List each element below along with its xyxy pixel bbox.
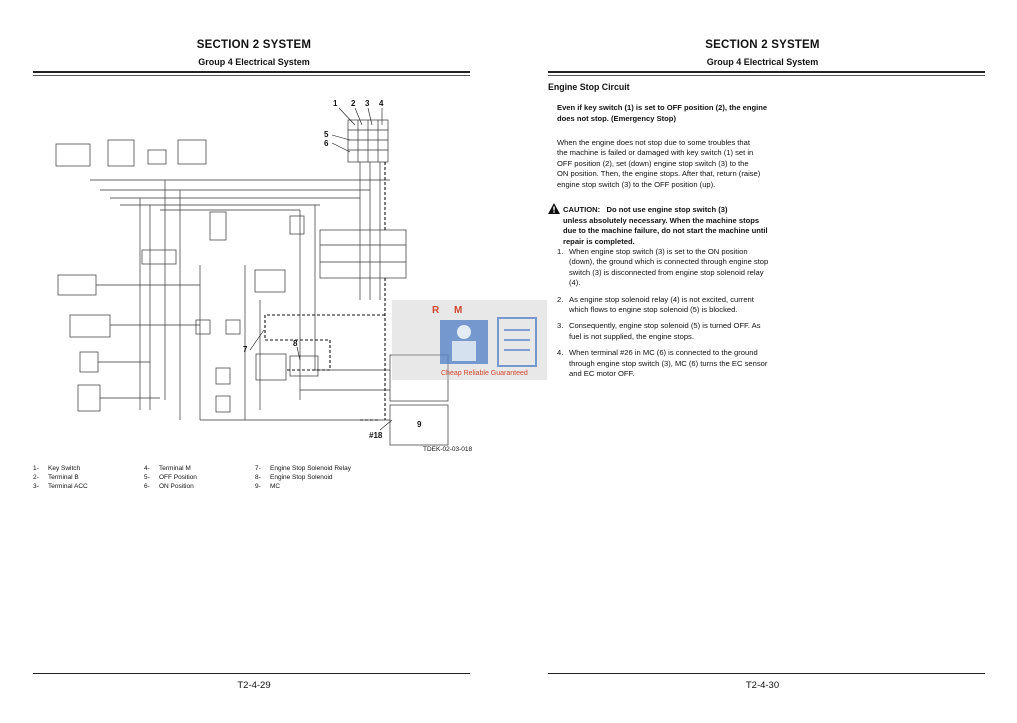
legend-item: 3- Terminal ACC xyxy=(33,483,88,490)
callout-terminal-18: #18 xyxy=(369,431,383,440)
page-header-title: SECTION 2 SYSTEM xyxy=(705,39,820,51)
list-item: 3. Consequently, engine stop solenoid (5) is turned OFF. As fuel is not supplied, the engine stops. xyxy=(557,321,761,341)
watermark-mechanic-icon xyxy=(440,316,540,368)
page-header-subtitle: Group 4 Electrical System xyxy=(198,57,310,67)
warning-icon xyxy=(548,203,560,214)
relay-block xyxy=(56,144,90,166)
footer-rule xyxy=(33,673,470,674)
legend-item: 6- ON Position xyxy=(144,483,194,490)
caution-note xyxy=(548,203,770,247)
legend-item: 9- MC xyxy=(255,483,281,490)
callout-9: 9 xyxy=(417,420,422,429)
caution-label: CAUTION: xyxy=(563,205,601,214)
section-title: Engine Stop Circuit xyxy=(548,82,630,92)
steps-list xyxy=(557,247,770,385)
body-paragraph: When the engine does not stop due to some troubles that the machine is failed or damaged with key switch (1) set in OFF position (2), set (down) engine stop switch (3) to the ON position. Then, the engine stops. After that, return (raise) engine stop switch (3) to the OFF position (up). xyxy=(557,138,761,189)
caution-text-rest: unless absolutely necessary. When the machine stops due to the machine failure, do not start the machine until repair is completed. xyxy=(563,215,768,246)
legend-item: 1- Key Switch xyxy=(33,465,81,472)
legend-item: 8- Engine Stop Solenoid xyxy=(255,474,333,481)
callout-7: 7 xyxy=(243,345,248,354)
figure-id: TDEK-02-03-018 xyxy=(423,446,473,453)
watermark-tagline: Cheap Reliable Guaranteed xyxy=(441,370,528,377)
list-item: 1. When engine stop switch (3) is set to the ON position (down), the ground which is connected through engine stop switch (3) is disconnected from engine stop solenoid relay (4). xyxy=(557,247,769,288)
page-number: T2-4-30 xyxy=(745,680,780,691)
page-header-title: SECTION 2 SYSTEM xyxy=(196,39,312,51)
connector-block xyxy=(320,230,406,278)
electrical-wiring-diagram xyxy=(0,0,508,460)
header-rule xyxy=(548,71,985,73)
list-item: 2. As engine stop solenoid relay (4) is not excited, current which flows to engine stop solenoid (5) is blocked. xyxy=(557,294,754,315)
legend-item: 5- OFF Position xyxy=(144,474,197,481)
callout-4: 4 xyxy=(379,99,384,108)
legend-column-1 xyxy=(33,464,88,491)
page-header-subtitle: Group 4 Electrical System xyxy=(706,57,819,67)
callout-1: 1 xyxy=(333,99,338,108)
engine-stop-circuit-path xyxy=(265,162,385,420)
legend-item: 4- Terminal M xyxy=(144,465,191,472)
callout-3: 3 xyxy=(365,99,370,108)
list-item: 4. When terminal #26 in MC (6) is connected to the ground through engine stop switch (3), MC (6) turns the EC sensor and EC motor OFF. xyxy=(557,348,768,379)
callout-2: 2 xyxy=(351,99,356,108)
legend-column-2 xyxy=(144,464,197,491)
footer-rule xyxy=(548,673,985,674)
callout-8: 8 xyxy=(293,339,298,348)
caution-text-first: Do not use engine stop switch (3) xyxy=(606,205,728,214)
watermark-logo: R M xyxy=(432,305,469,316)
lead-paragraph: Even if key switch (1) is set to OFF position (2), the engine does not stop. (Emergency Stop) xyxy=(557,103,768,123)
header-rule-thin xyxy=(548,75,985,76)
legend-item: 2- Terminal B xyxy=(33,474,79,481)
page-number: T2-4-29 xyxy=(237,680,271,691)
legend-column-3 xyxy=(255,464,351,491)
callout-5: 5 xyxy=(324,130,329,139)
callout-6: 6 xyxy=(324,139,329,148)
right-page xyxy=(508,0,1017,723)
legend-item: 7- Engine Stop Solenoid Relay xyxy=(255,465,351,472)
